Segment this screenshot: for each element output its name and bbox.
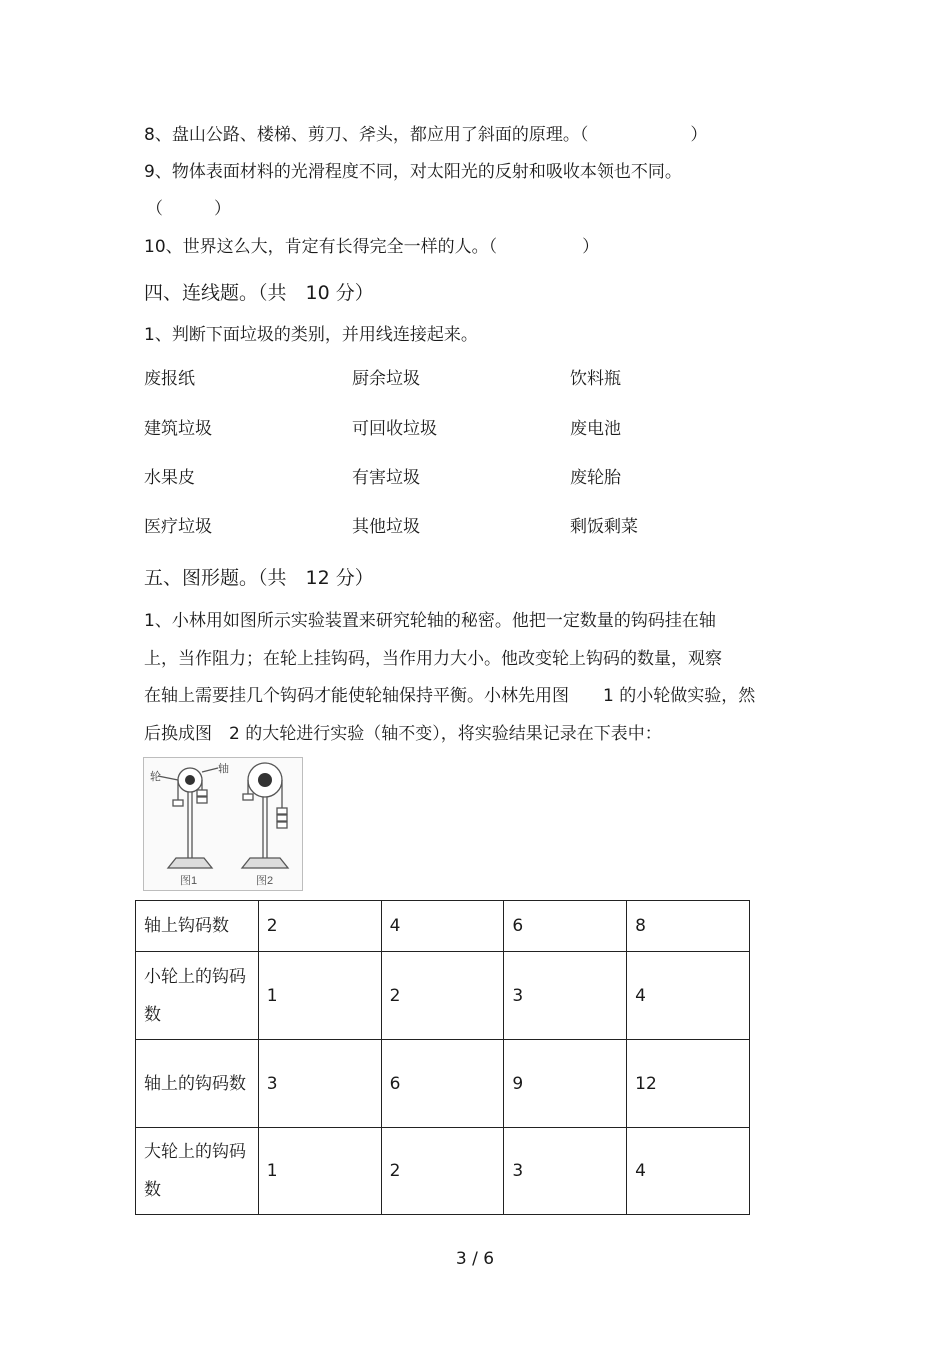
question-8: 8、盘山公路、楼梯、剪刀、斧头，都应用了斜面的原理。（ ） [144, 125, 708, 145]
table-cell: 12 [627, 1040, 750, 1128]
question-10: 10、世界这么大，肯定有长得完全一样的人。（ ） [144, 237, 600, 257]
matching-item: 废轮胎 [570, 468, 621, 488]
section-5-paragraph-line: 后换成图 2 的大轮进行实验（轴不变），将实验结果记录在下表中： [144, 724, 662, 744]
caption-figure-2: 图2 [256, 875, 274, 887]
section-4-prompt: 1、判断下面垃圾的类别，并用线连接起来。 [144, 325, 478, 345]
section-5-paragraph-line: 1、小林用如图所示实验装置来研究轮轴的秘密。他把一定数量的钩码挂在轴 [144, 611, 716, 631]
matching-item: 医疗垃圾 [144, 517, 212, 537]
caption-figure-1: 图1 [180, 875, 198, 887]
matching-item: 建筑垃圾 [144, 419, 212, 439]
figure-2-apparatus [242, 763, 288, 868]
wheel-axle-figure [143, 757, 303, 891]
matching-category: 有害垃圾 [352, 468, 420, 488]
question-9: 9、物体表面材料的光滑程度不同，对太阳光的反射和吸收本领也不同。 [144, 162, 682, 182]
matching-item: 水果皮 [144, 468, 195, 488]
table-cell: 3 [258, 1040, 381, 1128]
table-cell: 9 [504, 1040, 627, 1128]
table-cell: 6 [381, 1040, 504, 1128]
table-cell: 4 [627, 952, 750, 1040]
matching-category: 可回收垃圾 [352, 419, 437, 439]
table-row [136, 1040, 750, 1128]
label-wheel: 轮 [150, 771, 161, 783]
table-cell: 4 [381, 901, 504, 952]
table-row [136, 952, 750, 1040]
table-cell: 1 [258, 1128, 381, 1215]
table-cell: 6 [504, 901, 627, 952]
matching-item: 剩饭剩菜 [570, 517, 638, 537]
matching-item: 废报纸 [144, 369, 195, 389]
table-cell: 3 [504, 1128, 627, 1215]
table-row [136, 1128, 750, 1215]
table-cell: 2 [258, 901, 381, 952]
section-5-title: 五、图形题。（共 12 分） [144, 567, 374, 589]
page-number: 3 / 6 [455, 1249, 495, 1269]
matching-category: 其他垃圾 [352, 517, 420, 537]
table-cell: 1 [258, 952, 381, 1040]
matching-item: 废电池 [570, 419, 621, 439]
wheel-axle-diagram [144, 758, 302, 890]
row-label: 轴上钩码数 [136, 901, 259, 952]
figure-1-apparatus [158, 768, 218, 868]
table-cell: 3 [504, 952, 627, 1040]
row-label: 大轮上的钩码数 [136, 1128, 259, 1215]
section-4-title: 四、连线题。（共 10 分） [144, 282, 374, 304]
question-9-answer-blank: （ ） [146, 199, 231, 219]
row-label: 轴上的钩码数 [136, 1040, 259, 1128]
label-axle: 轴 [218, 763, 229, 775]
table-cell: 4 [627, 1128, 750, 1215]
matching-item: 饮料瓶 [570, 369, 621, 389]
matching-category: 厨余垃圾 [352, 369, 420, 389]
table-row [136, 901, 750, 952]
section-5-paragraph-line: 上，当作阻力；在轮上挂钩码，当作用力大小。他改变轮上钩码的数量，观察 [144, 649, 722, 669]
row-label: 小轮上的钩码数 [136, 952, 259, 1040]
section-5-paragraph-line: 在轴上需要挂几个钩码才能使轮轴保持平衡。小林先用图 1 的小轮做实验，然 [144, 686, 756, 706]
results-table [135, 900, 750, 1215]
table-cell: 8 [627, 901, 750, 952]
table-cell: 2 [381, 1128, 504, 1215]
table-cell: 2 [381, 952, 504, 1040]
